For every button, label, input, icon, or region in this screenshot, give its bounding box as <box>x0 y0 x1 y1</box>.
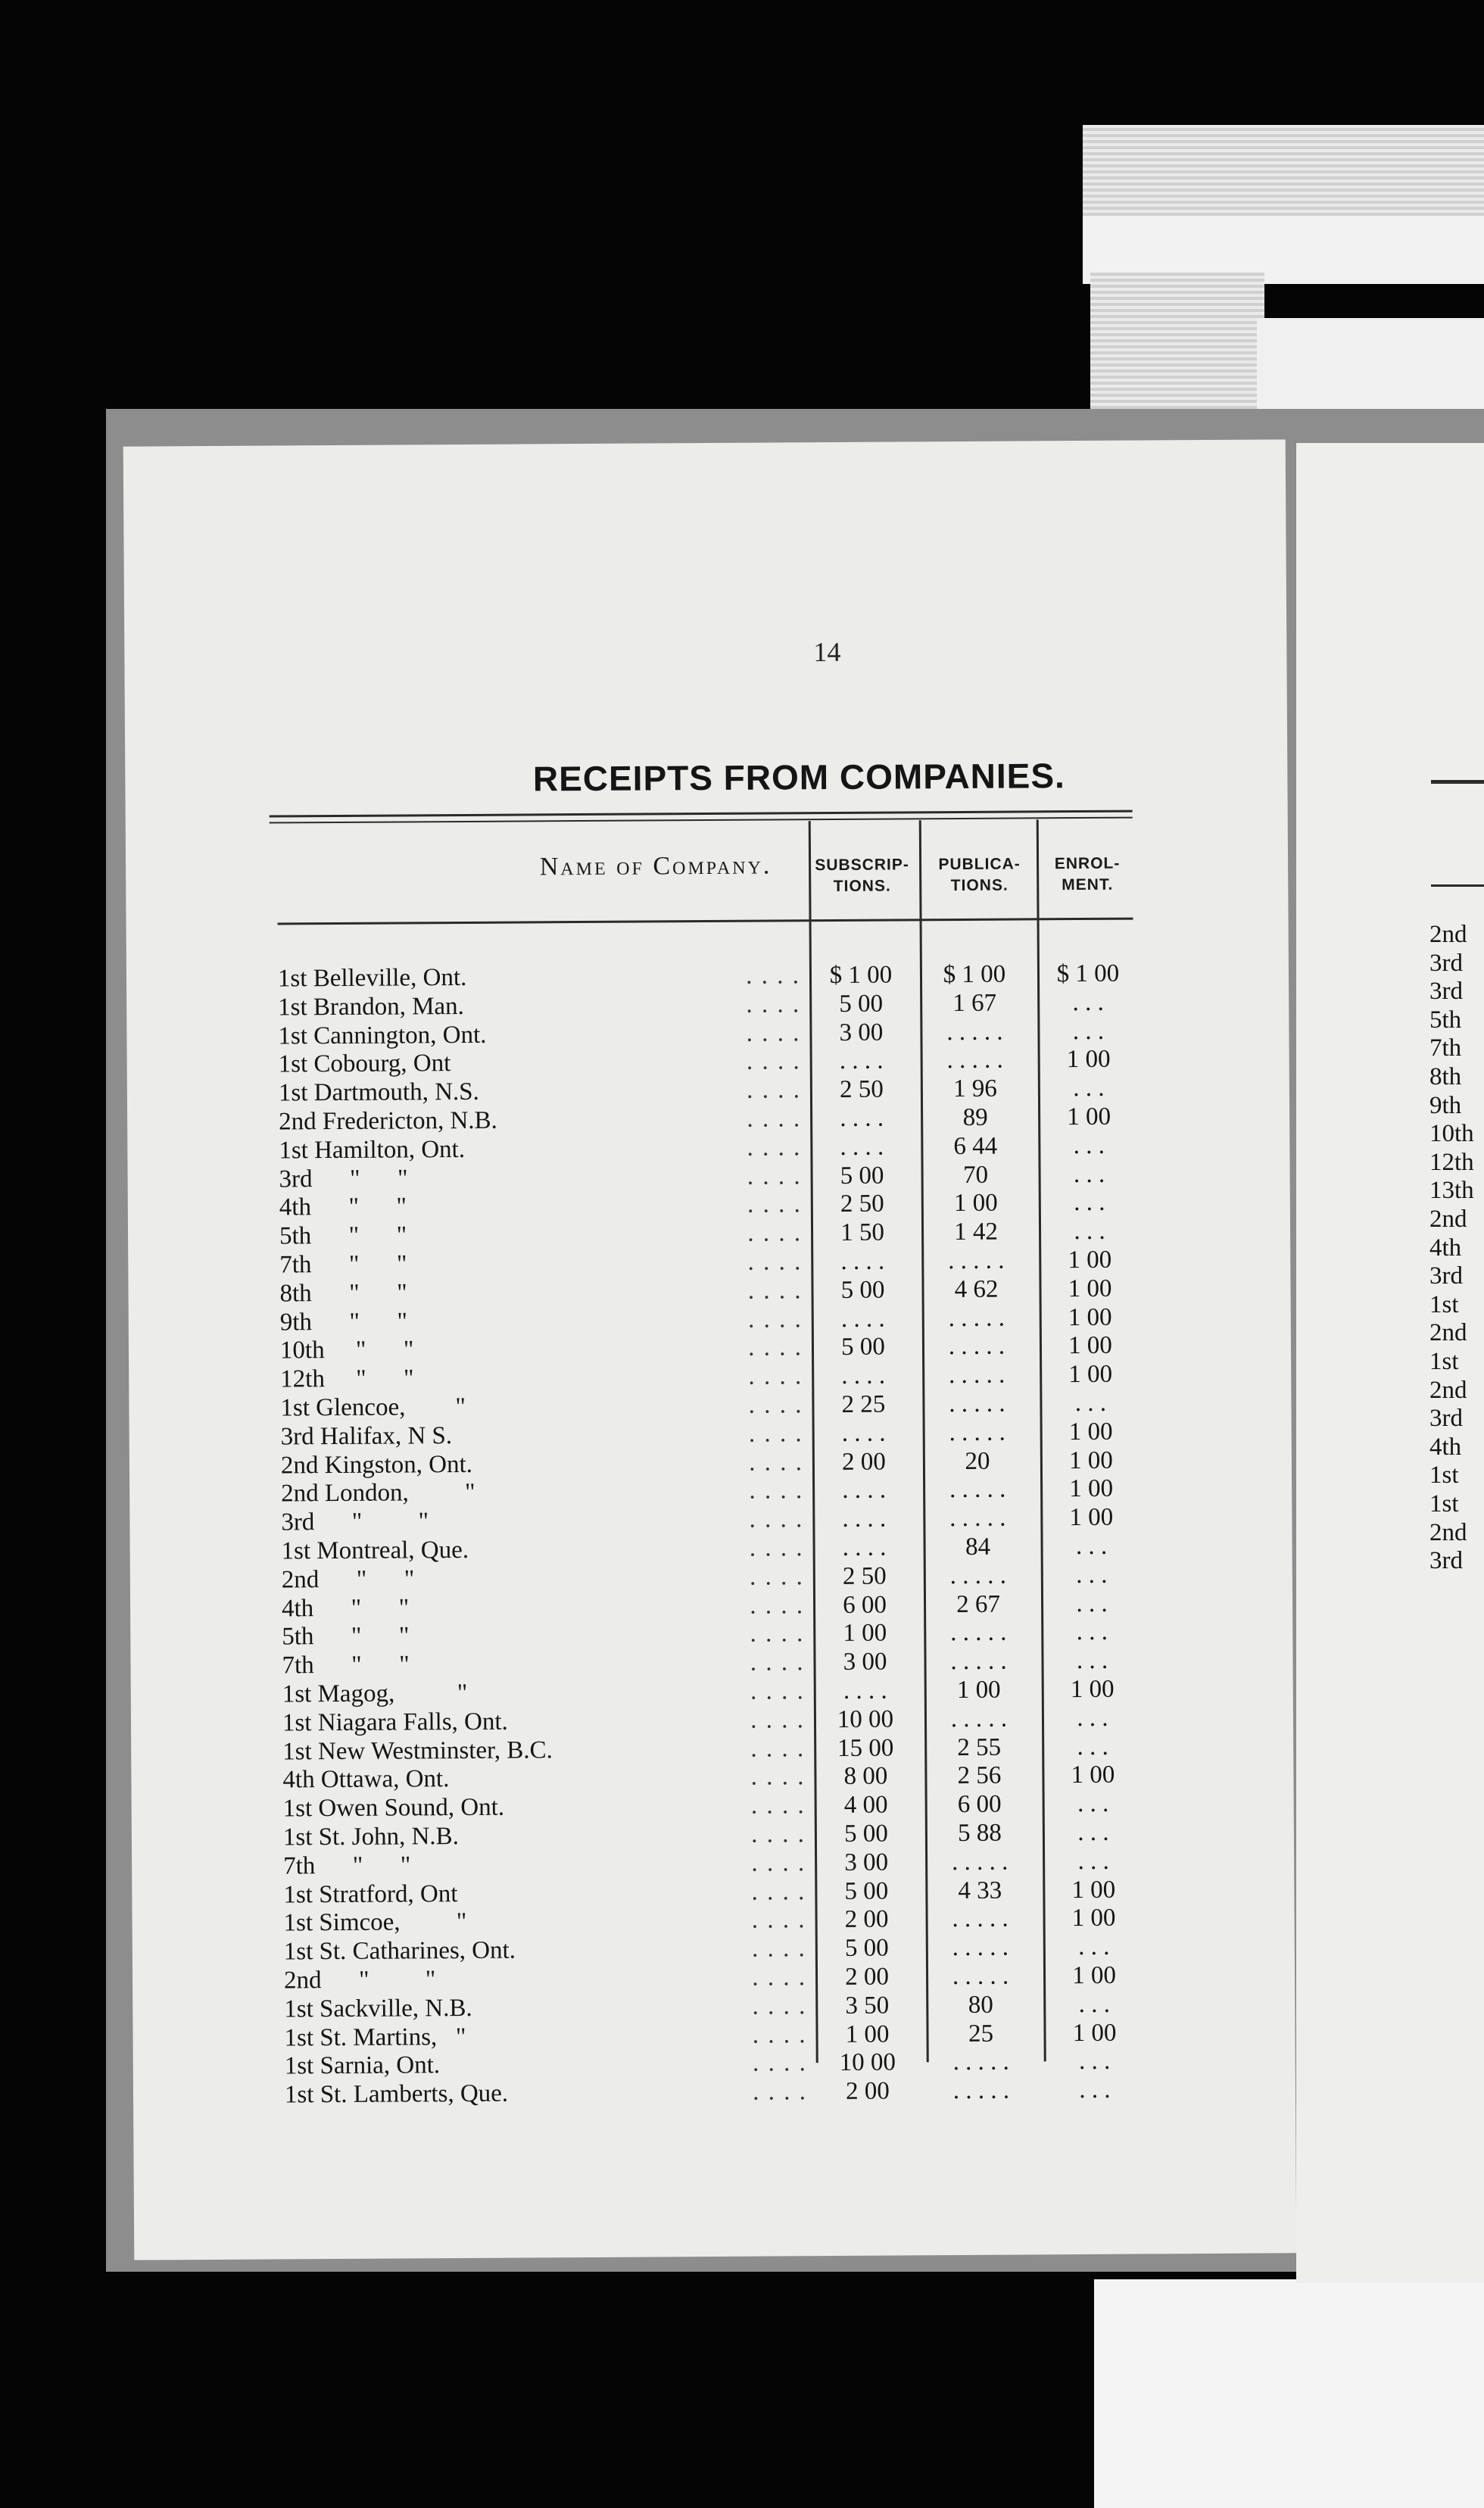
enrolment-cell: 1 00 <box>1069 1475 1114 1503</box>
publications-cell: . . . . . <box>950 1619 1007 1647</box>
right-page-row: 2nd <box>1429 1206 1467 1233</box>
company-name: 3rd " " <box>279 1165 408 1193</box>
enrolment-cell: 1 00 <box>1068 1274 1112 1302</box>
company-name: 2nd " " <box>281 1565 415 1594</box>
company-name: 4th " " <box>281 1594 410 1623</box>
leader-dots: . . . . <box>752 1964 807 1992</box>
leader-dots: . . . . <box>746 1047 801 1076</box>
right-page-rule-bottom <box>1431 884 1484 887</box>
enrolment-cell: . . . <box>1078 1932 1110 1961</box>
subscriptions-cell: 2 00 <box>841 1448 886 1476</box>
enrolment-cell: . . . <box>1074 1189 1105 1217</box>
subscriptions-cell: 2 50 <box>840 1190 884 1218</box>
publications-header-line2: TIONS. <box>950 876 1009 895</box>
right-page-row: 9th <box>1429 1091 1462 1119</box>
left-page <box>123 439 1297 2260</box>
subscriptions-cell: 3 50 <box>845 1992 890 2020</box>
subscriptions-cell: 5 00 <box>843 1820 888 1848</box>
subscriptions-cell: 5 00 <box>844 1934 889 1963</box>
enrolment-cell: 1 00 <box>1067 1103 1111 1131</box>
publications-cell: . . . . . <box>951 1848 1009 1876</box>
company-name: 8th " " <box>279 1279 407 1308</box>
company-name: 7th " " <box>282 1651 410 1680</box>
subscriptions-cell: 1 50 <box>840 1218 885 1247</box>
company-name: 2nd London, " <box>281 1479 475 1508</box>
company-name: 7th " " <box>279 1250 407 1279</box>
leader-dots: . . . . <box>747 1219 803 1247</box>
publications-cell: . . . . . <box>952 1962 1009 1991</box>
header-bottom-rule <box>278 918 1133 925</box>
leader-dots: . . . . <box>746 1018 801 1047</box>
leader-dots: . . . . <box>752 2049 807 2078</box>
leader-dots: . . . . <box>747 1190 802 1219</box>
subscriptions-cell: 3 00 <box>843 1648 887 1677</box>
paper-scrap-right <box>1257 318 1484 409</box>
leader-dots: . . . . <box>750 1706 806 1734</box>
subscriptions-cell: . . . . <box>843 1677 887 1705</box>
leader-dots: . . . . <box>751 1877 806 1906</box>
page-number: 14 <box>813 636 841 668</box>
publications-cell: 80 <box>968 1991 993 2019</box>
publications-cell: 6 44 <box>953 1132 998 1160</box>
subscriptions-cell: . . . . <box>842 1505 887 1533</box>
company-name: 7th " " <box>283 1851 411 1880</box>
enrolment-cell: 1 00 <box>1068 1446 1113 1474</box>
subscriptions-header-line2: TIONS. <box>833 877 891 895</box>
company-name: 3rd " " <box>281 1508 429 1536</box>
subscriptions-cell: 5 00 <box>844 1877 889 1905</box>
publications-cell: 2 67 <box>956 1590 1001 1618</box>
subscriptions-cell: . . . . <box>840 1247 885 1275</box>
subscriptions-cell: . . . . <box>842 1476 887 1505</box>
right-page-row: 13th <box>1429 1177 1474 1205</box>
leader-dots: . . . . <box>752 1992 807 2020</box>
leader-dots: . . . . <box>746 990 801 1018</box>
company-name: 1st Magog, " <box>282 1679 468 1708</box>
company-name: 1st Stratford, Ont <box>283 1879 458 1909</box>
company-name: 1st Cobourg, Ont <box>278 1050 451 1078</box>
publications-cell: 25 <box>968 2020 994 2048</box>
publications-cell: 6 00 <box>957 1790 1002 1819</box>
leader-dots: . . . . <box>751 1849 806 1877</box>
right-page-rule-top <box>1431 780 1484 784</box>
right-page-row: 4th <box>1429 1234 1462 1262</box>
enrolment-cell: 1 00 <box>1066 1046 1111 1074</box>
leader-dots: . . . . <box>750 1677 805 1705</box>
right-page-row: 1st <box>1429 1461 1459 1490</box>
publications-cell: . . . . . <box>948 1304 1005 1332</box>
company-name: 9th " " <box>279 1308 407 1337</box>
subscriptions-cell: 8 00 <box>843 1762 888 1791</box>
subscriptions-cell: 5 00 <box>839 990 884 1018</box>
enrolment-cell: . . . <box>1076 1618 1108 1646</box>
company-name: 1st St. Martins, " <box>284 2023 466 2052</box>
enrolment-cell: 1 00 <box>1068 1332 1112 1360</box>
right-page-row: 12th <box>1429 1148 1474 1176</box>
subscriptions-cell: . . . . <box>841 1362 886 1390</box>
table-row <box>285 2076 1140 2110</box>
publications-cell: 1 00 <box>956 1676 1001 1705</box>
publications-cell: 1 67 <box>952 989 997 1017</box>
subscriptions-cell: 2 50 <box>842 1562 887 1590</box>
leader-dots: . . . . <box>747 1134 802 1162</box>
leader-dots: . . . . <box>749 1448 804 1477</box>
subscriptions-cell: 10 00 <box>837 1705 894 1733</box>
company-name: 1st Montreal, Que. <box>281 1536 469 1565</box>
enrolment-cell: 1 00 <box>1071 1904 1116 1932</box>
publications-cell: 2 56 <box>957 1762 1002 1790</box>
company-name: 1st Dartmouth, N.S. <box>278 1078 479 1107</box>
subscriptions-cell: 1 00 <box>843 1619 887 1648</box>
company-name: 12th " " <box>280 1365 414 1393</box>
company-name: 1st Niagara Falls, Ont. <box>282 1708 508 1737</box>
company-name: 3rd Halifax, N S. <box>280 1421 453 1451</box>
leader-dots: . . . . <box>747 1076 802 1104</box>
leader-dots: . . . . <box>750 1792 806 1820</box>
subscriptions-cell: 4 00 <box>843 1791 888 1820</box>
leader-dots: . . . . <box>749 1563 804 1591</box>
company-name: 1st St. Lamberts, Que. <box>284 2079 509 2109</box>
publications-cell: . . . . . <box>949 1418 1005 1446</box>
subscriptions-cell: . . . . <box>839 1047 884 1075</box>
leader-dots: . . . . <box>753 2078 808 2106</box>
enrolment-cell: 1 00 <box>1069 1503 1114 1532</box>
leader-dots: . . . . <box>751 1906 806 1935</box>
leader-dots: . . . . <box>749 1534 804 1562</box>
enrolment-cell: . . . <box>1077 1733 1108 1761</box>
enrolment-cell: . . . <box>1076 1561 1108 1589</box>
leader-dots: . . . . <box>751 1935 806 1963</box>
right-page-row: 8th <box>1429 1063 1462 1090</box>
table-top-rule <box>270 810 1133 818</box>
enrolment-cell: . . . <box>1076 1646 1108 1675</box>
leader-dots: . . . . <box>751 1820 806 1848</box>
publications-header-line1: PUBLICA- <box>938 855 1021 874</box>
leader-dots: . . . . <box>748 1334 803 1362</box>
enrolment-cell: . . . <box>1074 1217 1105 1246</box>
subscriptions-cell: $ 1 00 <box>829 961 893 990</box>
publications-cell: . . . . . <box>949 1476 1006 1504</box>
publications-cell: . . . . . <box>949 1504 1006 1533</box>
publications-cell: . . . . . <box>952 2048 1009 2076</box>
right-page-row: 7th <box>1429 1034 1462 1062</box>
enrolment-cell: . . . <box>1077 1847 1109 1875</box>
subscriptions-cell: 2 00 <box>844 1905 889 1934</box>
publications-cell: 4 62 <box>954 1275 999 1303</box>
publications-cell: 2 55 <box>957 1733 1002 1761</box>
leader-dots: . . . . <box>750 1734 806 1763</box>
company-name: 1st Sarnia, Ont. <box>284 2051 441 2080</box>
publications-cell: . . . . . <box>946 1018 1003 1046</box>
right-page-row: 2nd <box>1429 1376 1467 1404</box>
subscriptions-cell: . . . . <box>840 1305 885 1333</box>
leader-dots: . . . . <box>750 1763 806 1792</box>
enrolment-cell: $ 1 00 <box>1056 959 1120 988</box>
leader-dots: . . . . <box>747 1162 802 1190</box>
company-name: 2nd " " <box>283 1966 436 1995</box>
enrolment-cell: . . . <box>1073 1074 1105 1103</box>
enrolment-cell: 1 00 <box>1072 2019 1117 2047</box>
enrolment-cell: 1 00 <box>1068 1418 1113 1446</box>
leader-dots: . . . . <box>749 1477 804 1505</box>
enrolment-cell: 1 00 <box>1070 1675 1115 1704</box>
publications-cell: 70 <box>962 1161 989 1189</box>
leader-dots: . . . . <box>747 1248 803 1276</box>
subscriptions-header-line1: SUBSCRIP- <box>815 856 909 875</box>
column-header-name: Name of Company. <box>539 851 772 881</box>
enrolment-header-line2: MENT. <box>1062 875 1114 894</box>
enrolment-cell: . . . <box>1077 1818 1109 1847</box>
enrolment-cell: . . . <box>1077 1704 1108 1732</box>
enrolment-cell: . . . <box>1073 1160 1105 1188</box>
company-name: 1st Belleville, Ont. <box>277 963 467 993</box>
column-header-subscriptions <box>811 854 913 897</box>
publications-cell: . . . . . <box>949 1390 1005 1418</box>
company-name: 1st New Westminster, B.C. <box>282 1736 553 1766</box>
paper-scrap-top <box>1083 125 1484 216</box>
right-page-row: 1st <box>1429 1490 1459 1518</box>
leader-dots: . . . . <box>747 1277 803 1305</box>
subscriptions-cell: 10 00 <box>839 2048 896 2077</box>
subscriptions-cell: 2 50 <box>839 1075 884 1104</box>
company-name: 1st Owen Sound, Ont. <box>282 1793 505 1823</box>
subscriptions-cell: 5 00 <box>840 1276 885 1304</box>
right-page-row: 10th <box>1429 1120 1474 1148</box>
right-page-row: 2nd <box>1429 1518 1467 1546</box>
subscriptions-cell: 5 00 <box>840 1162 884 1190</box>
subscriptions-cell: 3 00 <box>839 1018 884 1047</box>
publications-cell: . . . . . <box>952 1933 1009 1962</box>
right-page-row: 2nd <box>1429 1319 1467 1347</box>
leader-dots: . . . . <box>752 2020 807 2049</box>
right-page-row: 3rd <box>1429 1547 1463 1575</box>
publications-cell: . . . . . <box>949 1561 1007 1589</box>
page-title: RECEIPTS FROM COMPANIES. <box>532 756 1066 799</box>
company-name: 1st Hamilton, Ont. <box>279 1135 466 1165</box>
leader-dots: . . . . <box>750 1620 805 1649</box>
leader-dots: . . . . <box>749 1505 804 1533</box>
subscriptions-cell: 15 00 <box>837 1734 894 1762</box>
publications-cell: 4 33 <box>958 1876 1002 1904</box>
company-name: 1st Brandon, Man. <box>278 992 464 1022</box>
subscriptions-cell: 1 00 <box>845 2020 890 2048</box>
publications-cell: 1 96 <box>952 1075 997 1103</box>
right-page-row: 3rd <box>1429 1262 1463 1290</box>
enrolment-cell: . . . <box>1079 2076 1111 2104</box>
right-page-row: 5th <box>1429 1006 1462 1034</box>
right-page-row: 3rd <box>1429 978 1463 1006</box>
subscriptions-cell: 2 25 <box>841 1390 886 1418</box>
subscriptions-cell: 5 00 <box>840 1333 885 1362</box>
enrolment-header-line1: ENROL- <box>1054 854 1121 873</box>
subscriptions-cell: 2 00 <box>845 1963 890 1991</box>
enrolment-cell: 1 00 <box>1068 1303 1112 1331</box>
enrolment-cell: . . . <box>1074 1389 1107 1418</box>
enrolment-cell: 1 00 <box>1068 1360 1113 1389</box>
publications-cell: 84 <box>965 1533 991 1561</box>
leader-dots: . . . . <box>746 962 801 990</box>
company-name: 10th " " <box>279 1336 414 1365</box>
publications-cell: . . . . . <box>948 1333 1005 1361</box>
leader-dots: . . . . <box>747 1105 802 1133</box>
company-name: 1st Simcoe, " <box>283 1908 467 1937</box>
table-top-rule-2 <box>270 817 1133 824</box>
publications-cell: . . . . . <box>950 1705 1008 1733</box>
subscriptions-cell: . . . . <box>840 1104 884 1132</box>
enrolment-cell: 1 00 <box>1071 1761 1115 1789</box>
leader-dots: . . . . <box>748 1391 803 1419</box>
publications-cell: 1 42 <box>954 1218 999 1246</box>
company-name: 5th " " <box>279 1221 407 1250</box>
enrolment-cell: . . . <box>1073 1131 1105 1159</box>
company-name: 4th " " <box>279 1193 407 1221</box>
company-name: 4th Ottawa, Ont. <box>282 1765 450 1794</box>
leader-dots: . . . . <box>747 1305 803 1334</box>
column-header-publications <box>928 853 1030 897</box>
subscriptions-cell: . . . . <box>841 1419 886 1447</box>
column-header-enrolment <box>1042 853 1133 897</box>
paper-scrap-lower <box>1090 273 1264 409</box>
enrolment-cell: . . . <box>1079 2048 1111 2076</box>
publications-cell: . . . . . <box>952 1904 1009 1933</box>
company-name: 5th " " <box>282 1622 410 1651</box>
subscriptions-cell: . . . . <box>842 1533 887 1561</box>
subscriptions-cell: 6 00 <box>843 1591 887 1619</box>
leader-dots: . . . . <box>750 1649 805 1677</box>
leader-dots: . . . . <box>748 1420 803 1448</box>
subscriptions-cell: 3 00 <box>844 1848 889 1876</box>
enrolment-cell: 1 00 <box>1072 1961 1117 1990</box>
company-name: 1st Glencoe, " <box>280 1393 466 1422</box>
right-page-row: 1st <box>1429 1348 1459 1375</box>
publications-cell: . . . . . <box>946 1047 1003 1075</box>
company-name: 1st Cannington, Ont. <box>278 1021 487 1050</box>
enrolment-cell: . . . <box>1072 1017 1105 1045</box>
enrolment-cell: . . . <box>1077 1789 1109 1818</box>
publications-cell: . . . . . <box>952 2076 1010 2105</box>
company-name: 2nd Fredericton, N.B. <box>279 1106 497 1136</box>
company-name: 2nd Kingston, Ont. <box>280 1450 473 1480</box>
right-page-row: 2nd <box>1429 921 1467 948</box>
right-page-row: 1st <box>1429 1290 1459 1318</box>
enrolment-cell: 1 00 <box>1071 1876 1116 1904</box>
publications-cell: . . . . . <box>948 1361 1005 1390</box>
right-page-row: 3rd <box>1429 1405 1463 1433</box>
publications-cell: 89 <box>962 1103 988 1131</box>
subscriptions-cell: 2 00 <box>846 2077 890 2106</box>
right-page-row: 4th <box>1429 1433 1462 1461</box>
enrolment-cell: . . . <box>1072 988 1104 1016</box>
company-name: 1st St. John, N.B. <box>282 1823 459 1851</box>
publications-cell: 1 00 <box>953 1190 998 1218</box>
publications-cell: 5 88 <box>957 1819 1002 1848</box>
leader-dots: . . . . <box>748 1362 803 1390</box>
leader-dots: . . . . <box>750 1591 805 1620</box>
enrolment-cell: . . . <box>1075 1532 1108 1561</box>
publications-cell: $ 1 00 <box>943 960 1006 989</box>
publications-cell: . . . . . <box>948 1246 1005 1275</box>
enrolment-cell: . . . <box>1078 1990 1111 2018</box>
company-name: 1st St. Catharines, Ont. <box>283 1936 516 1966</box>
paper-scrap-bottom <box>1094 2279 1484 2508</box>
subscriptions-cell: . . . . <box>840 1133 884 1161</box>
publications-cell: . . . . . <box>950 1647 1007 1676</box>
enrolment-cell: . . . <box>1076 1589 1108 1617</box>
company-name: 1st Sackville, N.B. <box>284 1994 472 2023</box>
enrolment-cell: 1 00 <box>1068 1246 1112 1274</box>
right-page-row: 3rd <box>1429 949 1463 977</box>
publications-cell: 20 <box>965 1447 990 1475</box>
